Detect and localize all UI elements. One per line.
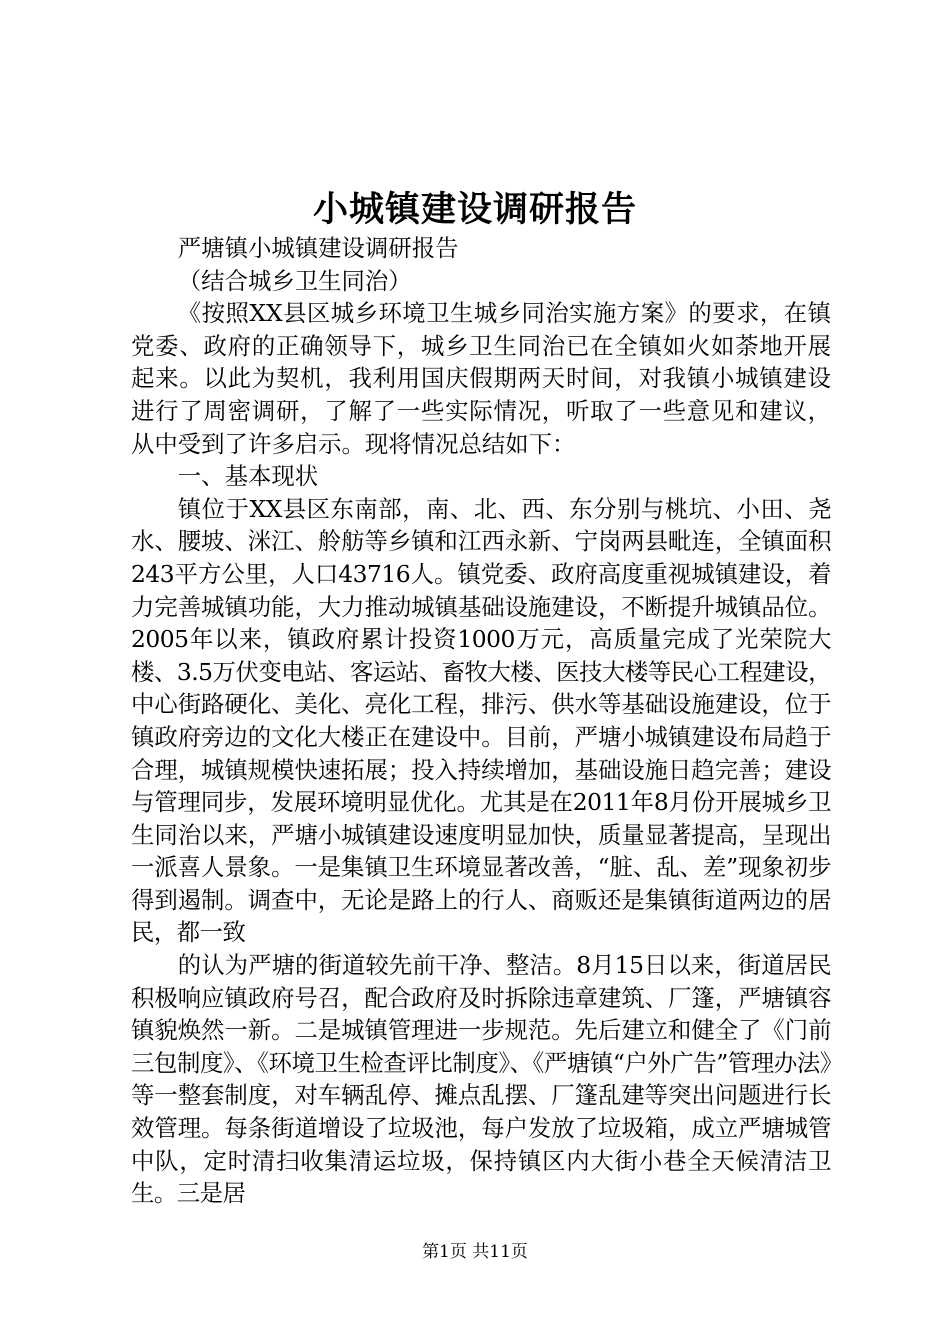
intro-paragraph: 《按照XX县区城乡环境卫生城乡同治实施方案》的要求，在镇党委、政府的正确领导下，城乡卫生同治已在全镇如火如荼地开展起来。以此为契机，我利用国庆假期两天时间，对我镇小城镇建设进行了周密调研，了解了一些实际情况，听取了一些意见和建议，从中受到了许多启示。现将情况总结如下： [131,299,831,458]
page-footer: 第1页 共11页 [422,1242,528,1262]
section-heading: 一、基本现状 [177,462,319,491]
body-paragraph: 的认为严塘的街道较先前干净、整洁。8月15日以来，街道居民积极响应镇政府号召，配合政府及时拆除违章建筑、厂篷，严塘镇容镇貌焕然一新。二是城镇管理进一步规范。先后建立和健全了《门前三包制度》、《环境卫生检查评比制度》、《严塘镇“户外广告”管理办法》等一整套制度，对车辆乱停、摊点乱摆、厂篷乱建等突出问题进行长效管理。每条街道增设了垃圾池，每户发放了垃圾箱，成立严塘城管中队，定时清扫收集清运垃圾，保持镇区内大街小巷全天候清洁卫生。三是居 [131,951,831,1208]
document-title: 小城镇建设调研报告 [312,189,637,230]
document-body [131,232,831,1210]
body-paragraph: 镇位于XX县区东南部，南、北、西、东分别与桃坑、小田、尧水、腰坡、洣江、舲舫等乡镇和江西永新、宁岗两县毗连，全镇面积243平方公里，人口43716人。镇党委、政府高度重视城镇建设，着力完善城镇功能，大力推动城镇基础设施建设，不断提升城镇品位。2005年以来，镇政府累计投资1000万元，高质量完成了光荣院大楼、3.5万伏变电站、客运站、畜牧大楼、医技大楼等民心工程建设，中心街路硬化、美化、亮化工程，排污、供水等基础设施建设，位于镇政府旁边的文化大楼正在建设中。目前，严塘小城镇建设布局趋于合理，城镇规模快速拓展；投入持续增加，基础设施日趋完善；建设与管理同步，发展环境明显优化。尤其是在2011年8月份开展城乡卫生同治以来，严塘小城镇建设速度明显加快，质量显著提高，呈现出一派喜人景象。一是集镇卫生环境显著改善，“脏、乱、差”现象初步得到遏制。调查中，无论是路上的行人、商贩还是集镇街道两边的居民，都一致 [131,494,831,947]
subtitle-paragraph: 严塘镇小城镇建设调研报告 [177,234,459,262]
subtitle-note-paragraph: （结合城乡卫生同治） [177,266,412,295]
